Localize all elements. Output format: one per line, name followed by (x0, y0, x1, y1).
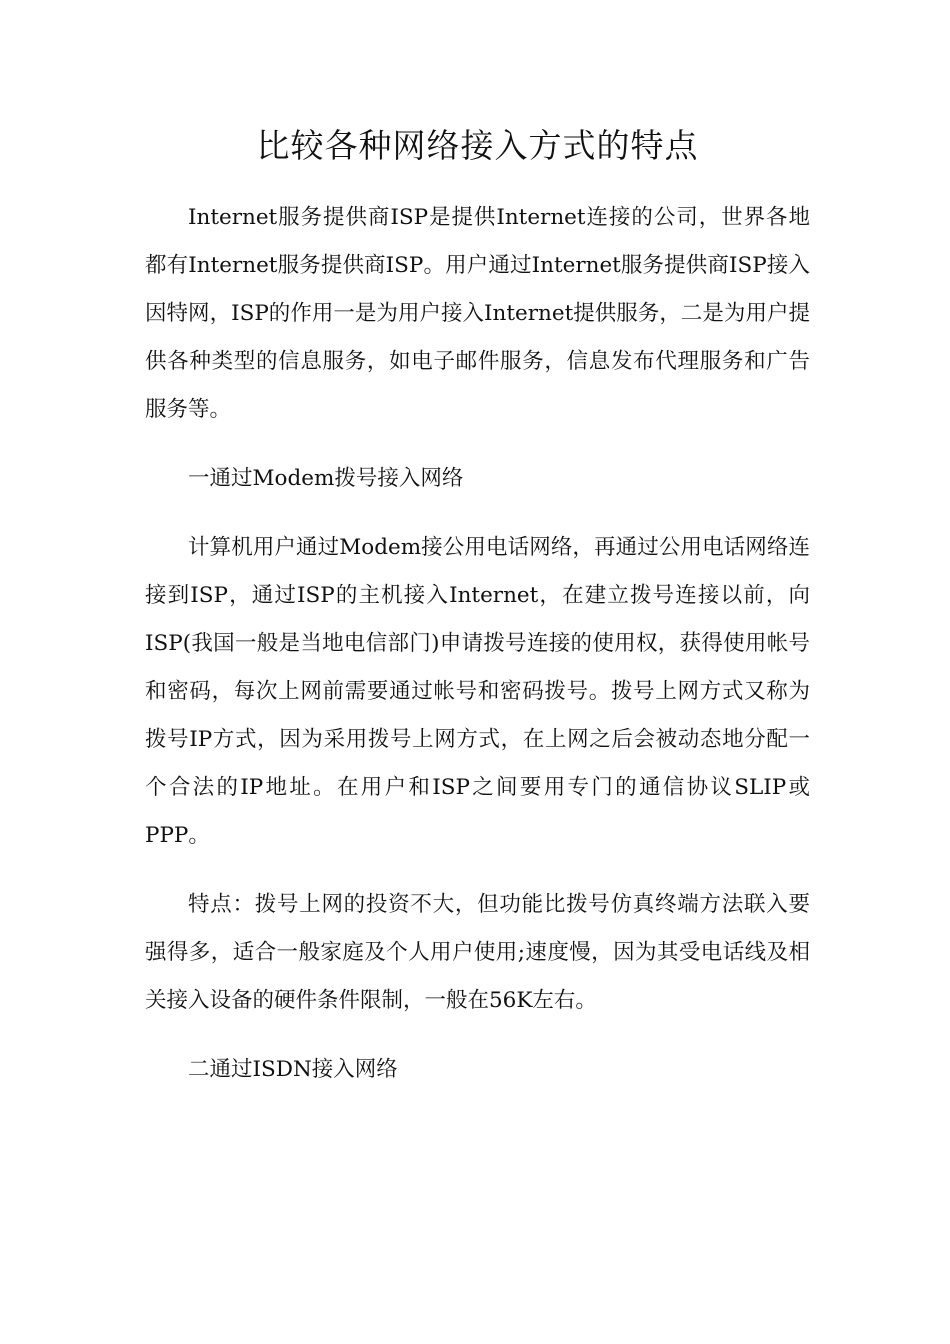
paragraph-modem-features: 特点：拨号上网的投资不大，但功能比拨号仿真终端方法联入要强得多，适合一般家庭及个人用户使用;速度慢，因为其受电话线及相关接入设备的硬件条件限制，一般在56K左右。 (145, 892, 810, 1013)
section-heading-isdn: 二通过ISDN接入网络 (188, 1057, 398, 1082)
document-title: 比较各种网络接入方式的特点 (256, 126, 699, 165)
document-page (145, 0, 810, 1344)
paragraph-isp-intro: Internet服务提供商ISP是提供Internet连接的公司，世界各地都有Internet服务提供商ISP。用户通过Internet服务提供商ISP接入因特网，ISP的作用一是为用户接入Internet提供服务，二是为用户提供各种类型的信息服务，如电子邮件服务，信息发布代理服务和广告服务等。 (145, 205, 810, 422)
paragraph-modem-description: 计算机用户通过Modem接公用电话网络，再通过公用电话网络连接到ISP，通过ISP的主机接入Internet，在建立拨号连接以前，向ISP(我国一般是当地电信部门)申请拨号连接的使用权，获得使用帐号和密码，每次上网前需要通过帐号和密码拨号。拨号上网方式又称为拨号IP方式，因为采用拨号上网方式，在上网之后会被动态地分配一个合法的IP地址。在用户和ISP之间要用专门的通信协议SLIP或PPP。 (145, 535, 810, 848)
section-heading-modem: 一通过Modem拨号接入网络 (188, 466, 464, 491)
document-body (145, 194, 810, 1094)
